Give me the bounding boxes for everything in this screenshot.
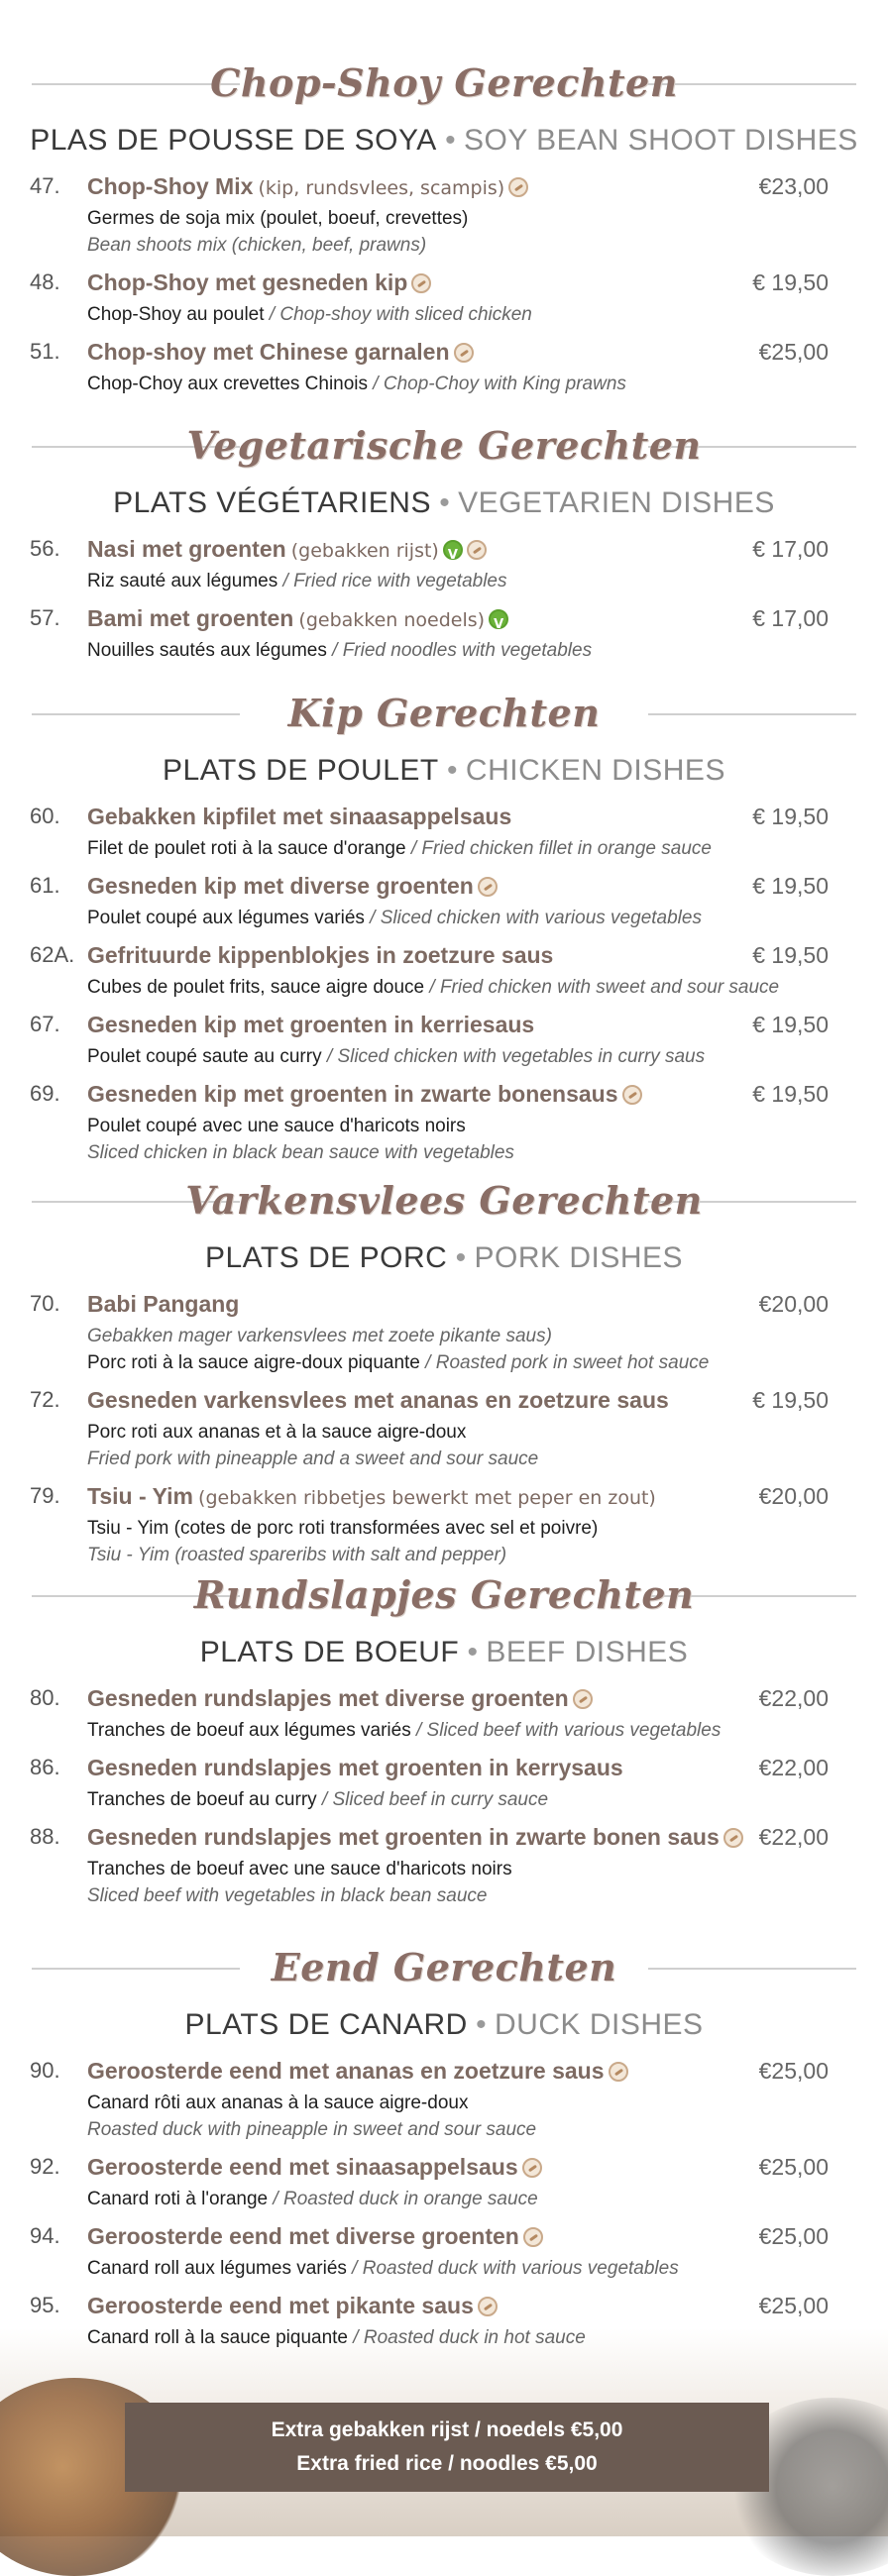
dish-description xyxy=(87,1323,858,1349)
dish-name: Chop-Shoy met gesneden kip xyxy=(87,269,408,295)
slash-separator: / xyxy=(364,908,381,928)
dish-item xyxy=(0,1480,888,1568)
bullet-separator: • xyxy=(447,1241,475,1274)
dish-price: €25,00 xyxy=(758,2223,829,2249)
dish-name: Gesneden rundslapjes met groenten in kerrysaus xyxy=(87,1755,623,1780)
dish-name: Geroosterde eend met pikante saus xyxy=(87,2293,474,2318)
dish-name-row xyxy=(87,533,858,568)
dish-description xyxy=(87,835,858,862)
dish-item xyxy=(0,267,888,328)
slash-separator: / xyxy=(424,977,440,998)
description-en: Chop-Choy with King prawns xyxy=(383,374,626,394)
dish-description xyxy=(87,1717,858,1744)
spicy-icon xyxy=(478,2297,498,2316)
dish-price: €20,00 xyxy=(758,1291,829,1317)
bullet-separator: • xyxy=(430,486,459,519)
description-en: Fried noodles with vegetables xyxy=(342,640,593,661)
dish-name-row xyxy=(87,1288,858,1323)
dish-note: (gebakken noedels) xyxy=(298,609,486,631)
description-fr: Canard roti à l'orange xyxy=(87,2189,269,2209)
description-fr: Tsiu - Yim (cotes de porc roti transformées avec sel et poivre) xyxy=(87,1518,599,1539)
dish-name: Nasi met groenten xyxy=(87,536,286,562)
dish-name-row xyxy=(87,939,858,974)
description-fr: Poulet coupé avec une sauce d'haricots noirs xyxy=(87,1116,466,1136)
dish-name: Gesneden rundslapjes met groenten in zwarte bonen saus xyxy=(87,1824,720,1850)
section-subtitle xyxy=(0,1631,888,1674)
dish-description xyxy=(87,1515,858,1542)
vegetarian-icon xyxy=(443,540,463,560)
dish-price: €23,00 xyxy=(758,173,829,199)
dish-name: Tsiu - Yim xyxy=(87,1483,193,1509)
dish-description xyxy=(87,1446,858,1472)
section-script-title: Kip Gerechten xyxy=(287,691,601,735)
description-en: Fried rice with vegetables xyxy=(293,571,507,591)
dish-number: 70. xyxy=(30,1291,60,1316)
extras-banner xyxy=(125,2403,769,2492)
section-subtitle xyxy=(0,482,888,525)
section-subtitle xyxy=(0,2003,888,2047)
extras-line-en: Extra fried rice / noodles €5,00 xyxy=(296,2452,598,2475)
dish-description xyxy=(87,2186,858,2212)
slash-separator: / xyxy=(368,374,384,394)
section-script-title: Varkensvlees Gerechten xyxy=(185,1178,703,1223)
bullet-separator: • xyxy=(436,124,464,157)
spicy-icon xyxy=(467,540,487,560)
dish-name: Gesneden rundslapjes met diverse groenten xyxy=(87,1685,569,1711)
dish-list xyxy=(0,2055,888,2351)
bullet-separator: • xyxy=(467,2008,495,2041)
dish-number: 47. xyxy=(30,173,60,198)
dish-price: €25,00 xyxy=(758,2293,829,2318)
section-script-title: Rundslapjes Gerechten xyxy=(193,1572,695,1617)
dish-name-row xyxy=(87,1480,858,1515)
dish-description xyxy=(87,637,858,664)
dish-description xyxy=(87,568,858,594)
spicy-icon xyxy=(454,343,474,363)
bullet-separator: • xyxy=(459,1636,487,1668)
dish-name: Geroosterde eend met sinaasappelsaus xyxy=(87,2154,518,2180)
dish-name-row xyxy=(87,267,858,301)
description-en: Sliced chicken with vegetables in curry saus xyxy=(337,1046,706,1067)
dish-name-row xyxy=(87,1682,858,1717)
dish-number: 60. xyxy=(30,804,60,828)
dish-name-row xyxy=(87,2220,858,2255)
spicy-icon xyxy=(508,177,528,197)
section-title-row xyxy=(0,414,888,478)
dish-description xyxy=(87,905,858,931)
dish-price: € 19,50 xyxy=(752,1012,829,1037)
dish-price: €25,00 xyxy=(758,339,829,365)
dish-description xyxy=(87,974,858,1001)
dish-description xyxy=(87,232,858,259)
dish-price: € 19,50 xyxy=(752,269,829,295)
description-en: Tsiu - Yim (roasted spareribs with salt and pepper) xyxy=(87,1545,507,1565)
description-en: Roasted duck in hot sauce xyxy=(363,2327,586,2348)
dish-number: 94. xyxy=(30,2223,60,2248)
dish-item xyxy=(0,1752,888,1813)
dish-number: 57. xyxy=(30,605,60,630)
dish-name-row xyxy=(87,2055,858,2090)
dish-name: Gesneden kip met diverse groenten xyxy=(87,873,474,899)
description-fr: Porc roti aux ananas et à la sauce aigre-doux xyxy=(87,1422,467,1443)
dish-price: € 19,50 xyxy=(752,873,829,899)
vegetarian-icon xyxy=(489,609,508,629)
bullet-separator: • xyxy=(438,754,466,787)
description-en: Fried pork with pineapple and a sweet and sour sauce xyxy=(87,1449,539,1469)
spicy-icon xyxy=(411,273,431,293)
dish-item xyxy=(0,1821,888,1909)
section-title-fr: PLATS DE BOEUF xyxy=(199,1636,460,1668)
description-en: Fried chicken with sweet and sour sauce xyxy=(439,977,780,998)
section-script-title: Chop-Shoy Gerechten xyxy=(210,60,678,105)
dish-name: Gesneden kip met groenten in kerriesaus xyxy=(87,1012,535,1037)
dish-number: 62A. xyxy=(30,942,75,967)
dish-price: € 19,50 xyxy=(752,1387,829,1413)
dish-item xyxy=(0,801,888,862)
description-fr: Tranches de boeuf au curry xyxy=(87,1789,317,1810)
section-title-fr: PLAS DE POUSSE DE SOYA xyxy=(30,124,437,157)
dish-name: Geroosterde eend met ananas en zoetzure saus xyxy=(87,2058,605,2084)
description-en: Roasted pork in sweet hot sauce xyxy=(435,1352,710,1373)
dish-name-row xyxy=(87,1752,858,1786)
description-en: Roasted duck with pineapple in sweet and sour sauce xyxy=(87,2119,537,2140)
dish-list xyxy=(0,170,888,397)
section-script-title: Vegetarische Gerechten xyxy=(186,423,702,468)
section-title-en: VEGETARIEN DISHES xyxy=(458,486,775,519)
spicy-icon xyxy=(573,1689,593,1709)
dish-item xyxy=(0,533,888,594)
dish-list xyxy=(0,801,888,1166)
dish-note: (gebakken ribbetjes bewerkt met peper en zout) xyxy=(198,1487,656,1509)
dish-name: Gefrituurde kippenblokjes in zoetzure saus xyxy=(87,942,554,968)
dish-description xyxy=(87,1043,858,1070)
section-title-row xyxy=(0,52,888,115)
dish-list xyxy=(0,533,888,664)
dish-name: Gesneden varkensvlees met ananas en zoetzure saus xyxy=(87,1387,669,1413)
dish-description xyxy=(87,1139,858,1166)
section-title-fr: PLATS VÉGÉTARIENS xyxy=(113,486,431,519)
section-title-row xyxy=(0,1936,888,1999)
description-en: Sliced chicken with various vegetables xyxy=(380,908,702,928)
extras-line-nl: Extra gebakken rijst / noedels €5,00 xyxy=(271,2418,623,2441)
section-subtitle xyxy=(0,1236,888,1280)
dish-name-row xyxy=(87,1009,858,1043)
description-nl: Gebakken mager varkensvlees met zoete pikante saus) xyxy=(87,1326,552,1346)
dish-name-row xyxy=(87,602,858,637)
description-en: Sliced chicken in black bean sauce with vegetables xyxy=(87,1142,514,1163)
dish-name-row xyxy=(87,2151,858,2186)
slash-separator: / xyxy=(348,2327,364,2348)
dish-name-row xyxy=(87,2290,858,2324)
dish-price: €22,00 xyxy=(758,1824,829,1850)
dish-name-row xyxy=(87,870,858,905)
dish-note: (gebakken rijst) xyxy=(290,540,439,562)
dish-description xyxy=(87,2116,858,2143)
dish-price: € 19,50 xyxy=(752,942,829,968)
dish-number: 48. xyxy=(30,269,60,294)
dish-name: Bami met groenten xyxy=(87,605,294,631)
dish-number: 72. xyxy=(30,1387,60,1412)
dish-item xyxy=(0,1384,888,1472)
description-en: Sliced beef in curry sauce xyxy=(332,1789,549,1810)
dish-number: 61. xyxy=(30,873,60,898)
dish-name: Gebakken kipfilet met sinaasappelsaus xyxy=(87,804,512,829)
description-en: Roasted duck with various vegetables xyxy=(362,2258,679,2279)
dish-description xyxy=(87,1856,858,1882)
menu-section xyxy=(0,1936,888,2359)
slash-separator: / xyxy=(405,838,422,859)
dish-name: Gesneden kip met groenten in zwarte bonensaus xyxy=(87,1081,618,1107)
dish-price: €25,00 xyxy=(758,2154,829,2180)
dish-name: Babi Pangang xyxy=(87,1291,240,1317)
description-en: Chop-shoy with sliced chicken xyxy=(279,304,532,325)
description-en: Sliced beef with various vegetables xyxy=(426,1720,722,1741)
dish-number: 79. xyxy=(30,1483,60,1508)
description-fr: Nouilles sautés aux légumes xyxy=(87,640,327,661)
description-fr: Tranches de boeuf aux légumes variés xyxy=(87,1720,411,1741)
dish-item xyxy=(0,1009,888,1070)
description-fr: Chop-Shoy au poulet xyxy=(87,304,265,325)
spicy-icon xyxy=(478,877,498,897)
dish-name-row xyxy=(87,336,858,371)
slash-separator: / xyxy=(326,640,343,661)
dish-number: 95. xyxy=(30,2293,60,2317)
slash-separator: / xyxy=(278,571,294,591)
description-fr: Poulet coupé saute au curry xyxy=(87,1046,322,1067)
dish-number: 86. xyxy=(30,1755,60,1779)
section-title-en: CHICKEN DISHES xyxy=(465,754,725,787)
description-fr: Canard roll aux légumes variés xyxy=(87,2258,347,2279)
description-fr: Tranches de boeuf avec une sauce d'haricots noirs xyxy=(87,1859,512,1879)
slash-separator: / xyxy=(316,1789,333,1810)
dish-description xyxy=(87,2255,858,2282)
dish-list xyxy=(0,1682,888,1909)
spicy-icon xyxy=(609,2062,628,2082)
description-fr: Canard rôti aux ananas à la sauce aigre-doux xyxy=(87,2093,469,2113)
dish-description xyxy=(87,1786,858,1813)
section-title-row xyxy=(0,1563,888,1627)
section-title-row xyxy=(0,682,888,745)
section-script-title: Eend Gerechten xyxy=(271,1945,617,1989)
slash-separator: / xyxy=(419,1352,436,1373)
spicy-icon xyxy=(723,1828,743,1848)
dish-price: €22,00 xyxy=(758,1755,829,1780)
dish-name-row xyxy=(87,1384,858,1419)
description-en: Sliced beef with vegetables in black bean sauce xyxy=(87,1885,488,1906)
description-en: Fried chicken fillet in orange sauce xyxy=(421,838,712,859)
section-subtitle xyxy=(0,119,888,162)
dish-name: Geroosterde eend met diverse groenten xyxy=(87,2223,519,2249)
menu-section xyxy=(0,1169,888,1576)
dish-item xyxy=(0,170,888,259)
section-title-fr: PLATS DE PORC xyxy=(204,1241,448,1274)
section-title-en: DUCK DISHES xyxy=(494,2008,704,2041)
dish-description xyxy=(87,1419,858,1446)
spicy-icon xyxy=(622,1085,642,1105)
dish-name: Chop-shoy met Chinese garnalen xyxy=(87,339,450,365)
dish-item xyxy=(0,870,888,931)
slash-separator: / xyxy=(321,1046,338,1067)
description-fr: Germes de soja mix (poulet, boeuf, crevettes) xyxy=(87,208,469,229)
description-fr: Filet de poulet roti à la sauce d'orange xyxy=(87,838,406,859)
section-title-fr: PLATS DE POULET xyxy=(163,754,439,787)
description-en: Bean shoots mix (chicken, beef, prawns) xyxy=(87,235,427,256)
dish-number: 69. xyxy=(30,1081,60,1106)
dish-number: 80. xyxy=(30,1685,60,1710)
dish-number: 88. xyxy=(30,1824,60,1849)
dish-item xyxy=(0,2290,888,2351)
dish-item xyxy=(0,939,888,1001)
dish-name-row xyxy=(87,1078,858,1113)
dish-price: € 17,00 xyxy=(752,536,829,562)
description-fr: Chop-Choy aux crevettes Chinois xyxy=(87,374,369,394)
section-title-fr: PLATS DE CANARD xyxy=(184,2008,468,2041)
dish-number: 51. xyxy=(30,339,60,364)
dish-item xyxy=(0,2220,888,2282)
section-title-en: PORK DISHES xyxy=(474,1241,684,1274)
dish-description xyxy=(87,1882,858,1909)
dish-description xyxy=(87,205,858,232)
dish-note: (kip, rundsvlees, scampis) xyxy=(258,177,505,199)
slash-separator: / xyxy=(410,1720,427,1741)
dish-item xyxy=(0,1682,888,1744)
dish-name: Chop-Shoy Mix xyxy=(87,173,254,199)
dish-item xyxy=(0,1288,888,1376)
dish-description xyxy=(87,301,858,328)
spicy-icon xyxy=(522,2158,542,2178)
slash-separator: / xyxy=(268,2189,283,2209)
dish-number: 90. xyxy=(30,2058,60,2083)
dish-item xyxy=(0,602,888,664)
menu-section xyxy=(0,682,888,1174)
dish-description xyxy=(87,2090,858,2116)
section-subtitle xyxy=(0,749,888,793)
slash-separator: / xyxy=(264,304,280,325)
dish-description xyxy=(87,371,858,397)
dish-list xyxy=(0,1288,888,1568)
dish-item xyxy=(0,336,888,397)
dish-number: 56. xyxy=(30,536,60,561)
dish-item xyxy=(0,1078,888,1166)
section-title-en: SOY BEAN SHOOT DISHES xyxy=(463,124,858,157)
dish-description xyxy=(87,2324,858,2351)
dish-number: 67. xyxy=(30,1012,60,1036)
dish-price: €22,00 xyxy=(758,1685,829,1711)
dish-price: €25,00 xyxy=(758,2058,829,2084)
description-fr: Poulet coupé aux légumes variés xyxy=(87,908,365,928)
dish-number: 92. xyxy=(30,2154,60,2179)
dish-item xyxy=(0,2055,888,2143)
description-fr: Riz sauté aux légumes xyxy=(87,571,278,591)
dish-price: € 19,50 xyxy=(752,1081,829,1107)
description-fr: Porc roti à la sauce aigre-doux piquante xyxy=(87,1352,420,1373)
slash-separator: / xyxy=(346,2258,363,2279)
menu-section xyxy=(0,52,888,405)
dish-name-row xyxy=(87,170,858,205)
dish-price: € 19,50 xyxy=(752,804,829,829)
dish-name-row xyxy=(87,801,858,835)
dish-price: €20,00 xyxy=(758,1483,829,1509)
dish-name-row xyxy=(87,1821,858,1856)
section-title-en: BEEF DISHES xyxy=(486,1636,689,1668)
spicy-icon xyxy=(523,2227,543,2247)
dish-item xyxy=(0,2151,888,2212)
dish-description xyxy=(87,1349,858,1376)
dish-price: € 17,00 xyxy=(752,605,829,631)
description-fr: Canard roll à la sauce piquante xyxy=(87,2327,349,2348)
dish-description xyxy=(87,1113,858,1139)
description-fr: Cubes de poulet frits, sauce aigre douce xyxy=(87,977,425,998)
description-en: Roasted duck in orange sauce xyxy=(282,2189,538,2209)
menu-section xyxy=(0,1563,888,1917)
menu-section xyxy=(0,414,888,672)
section-title-row xyxy=(0,1169,888,1233)
